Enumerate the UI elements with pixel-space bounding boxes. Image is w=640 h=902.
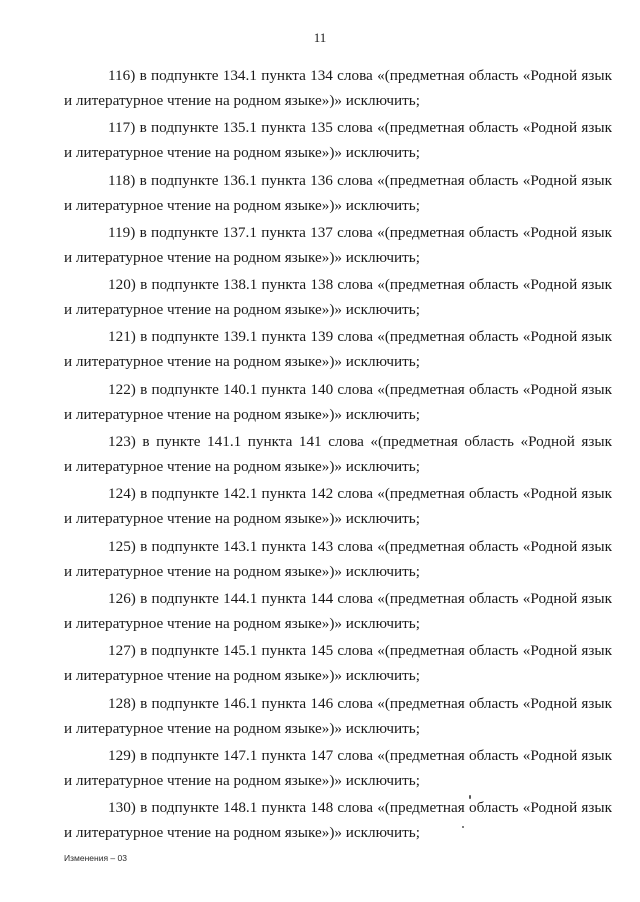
footer-note: Изменения – 03 <box>64 853 127 863</box>
list-item <box>64 481 612 533</box>
item-line-2: и литературное чтение на родном языке»)» исключить; <box>64 824 420 842</box>
item-line-2: и литературное чтение на родном языке»)» исключить; <box>64 562 420 580</box>
item-line-2: и литературное чтение на родном языке»)» исключить; <box>64 510 420 528</box>
item-line-1: 117) в подпункте 135.1 пункта 135 слова «(предметная область «Родной язык <box>108 119 612 137</box>
item-line-1: 121) в подпункте 139.1 пункта 139 слова «(предметная область «Родной язык <box>108 328 612 346</box>
item-line-1: 127) в подпункте 145.1 пункта 145 слова «(предметная область «Родной язык <box>108 642 612 660</box>
item-line-1: 125) в подпункте 143.1 пункта 143 слова «(предметная область «Родной язык <box>108 537 612 555</box>
page-number: 11 <box>313 30 327 45</box>
item-line-1: 120) в подпункте 138.1 пункта 138 слова «(предметная область «Родной язык <box>108 276 612 294</box>
item-line-1: 129) в подпункте 147.1 пункта 147 слова «(предметная область «Родной язык <box>108 746 612 764</box>
item-line-2: и литературное чтение на родном языке»)» исключить; <box>64 667 420 685</box>
item-line-2: и литературное чтение на родном языке»)» исключить; <box>64 353 420 371</box>
list-item <box>64 272 612 324</box>
item-line-2: и литературное чтение на родном языке»)» исключить; <box>64 458 420 476</box>
list-item <box>64 377 612 429</box>
item-line-1: 119) в подпункте 137.1 пункта 137 слова «(предметная область «Родной язык <box>108 223 612 241</box>
list-item <box>64 115 612 167</box>
item-line-1: 128) в подпункте 146.1 пункта 146 слова «(предметная область «Родной язык <box>108 694 612 712</box>
item-line-1: 116) в подпункте 134.1 пункта 134 слова «(предметная область «Родной язык <box>108 67 612 84</box>
scan-speck <box>462 826 464 828</box>
item-line-2: и литературное чтение на родном языке»)» исключить; <box>64 92 420 109</box>
scan-speck <box>469 795 471 799</box>
item-line-2: и литературное чтение на родном языке»)» исключить; <box>64 248 420 266</box>
item-line-2: и литературное чтение на родном языке»)» исключить; <box>64 301 420 319</box>
list-item <box>64 63 612 115</box>
item-line-2: и литературное чтение на родном языке»)» исключить; <box>64 144 420 162</box>
item-line-2: и литературное чтение на родном языке»)» исключить; <box>64 614 420 632</box>
item-line-1: 126) в подпункте 144.1 пункта 144 слова «(предметная область «Родной язык <box>108 589 612 607</box>
item-line-2: и литературное чтение на родном языке»)» исключить; <box>64 196 420 214</box>
list-item <box>64 743 612 795</box>
item-line-1: 124) в подпункте 142.1 пункта 142 слова «(предметная область «Родной язык <box>108 485 612 503</box>
document-body <box>64 63 612 847</box>
list-item <box>64 220 612 272</box>
list-item <box>64 638 612 690</box>
item-line-2: и литературное чтение на родном языке»)» исключить; <box>64 719 420 737</box>
list-item <box>64 429 612 481</box>
list-item <box>64 795 612 847</box>
list-item <box>64 534 612 586</box>
item-line-2: и литературное чтение на родном языке»)» исключить; <box>64 405 420 423</box>
item-line-1: 123) в пункте 141.1 пункта 141 слова «(предметная область «Родной язык <box>108 433 612 451</box>
item-line-2: и литературное чтение на родном языке»)» исключить; <box>64 771 420 789</box>
item-line-1: 130) в подпункте 148.1 пункта 148 слова «(предметная область «Родной язык <box>108 799 612 817</box>
list-item <box>64 168 612 220</box>
list-item <box>64 586 612 638</box>
list-item <box>64 324 612 376</box>
item-line-1: 118) в подпункте 136.1 пункта 136 слова «(предметная область «Родной язык <box>108 171 612 189</box>
item-line-1: 122) в подпункте 140.1 пункта 140 слова «(предметная область «Родной язык <box>108 380 612 398</box>
list-item <box>64 691 612 743</box>
